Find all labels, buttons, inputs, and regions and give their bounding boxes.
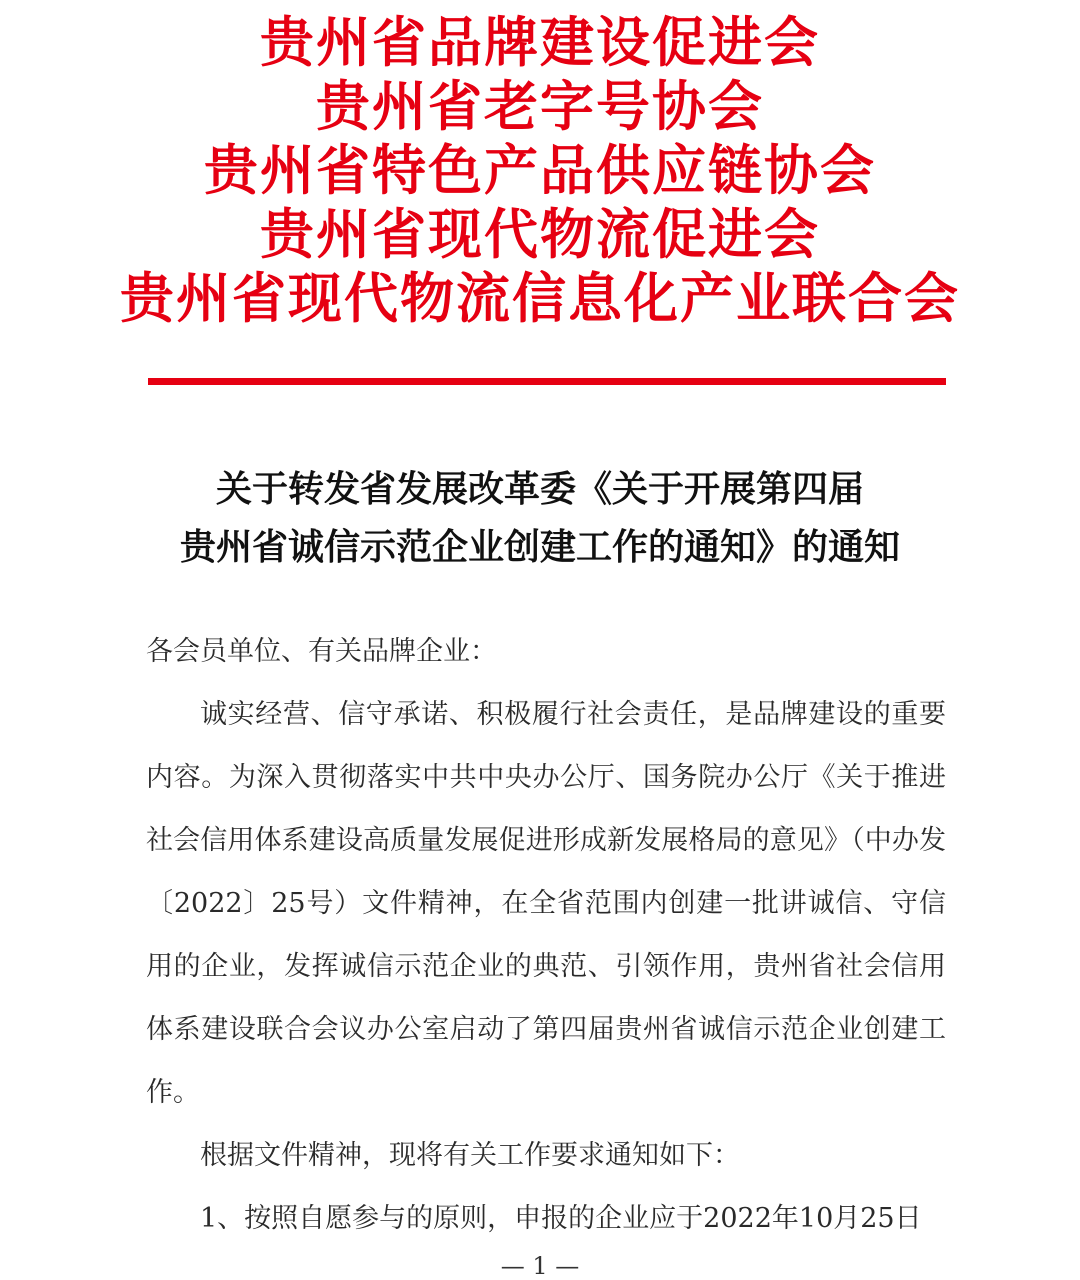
- paragraph-2: 根据文件精神，现将有关工作要求通知如下：: [200, 1140, 740, 1171]
- paragraph-1: 诚实经营、信守承诺、积极履行社会责任，是品牌建设的重要内容。为深入贯彻落实中共中央办公厅、国务院办公厅《关于推进社会信用体系建设高质量发展促进形成新发展格局的意见》（中办发〔2022〕25号）文件精神，在全省范围内创建一批讲诚信、守信用的企业，发挥诚信示范企业的典范、引领作用，贵州省社会信用体系建设联合会议办公室启动了第四届贵州省诚信示范企业创建工作。: [146, 699, 946, 1108]
- red-divider-line: [148, 378, 946, 385]
- org-name-2: 贵州省老字号协会: [316, 74, 764, 138]
- letterhead: [0, 10, 1080, 330]
- org-name-3: 贵州省特色产品供应链协会: [204, 138, 876, 202]
- org-name-4: 贵州省现代物流促进会: [260, 202, 820, 266]
- paragraph-3: 1、按照自愿参与的原则，申报的企业应于2022年10月25日: [200, 1203, 922, 1234]
- title-line-1: 关于转发省发展改革委《关于开展第四届: [215, 468, 864, 510]
- salutation: 各会员单位、有关品牌企业：: [146, 636, 497, 667]
- document-body: [146, 620, 946, 1250]
- org-name-5: 贵州省现代物流信息化产业联合会: [120, 266, 960, 330]
- title-line-2: 贵州省诚信示范企业创建工作的通知》的通知: [179, 526, 900, 568]
- org-name-1: 贵州省品牌建设促进会: [260, 10, 820, 74]
- page-number: — 1 —: [500, 1252, 580, 1280]
- document-title: [0, 460, 1080, 576]
